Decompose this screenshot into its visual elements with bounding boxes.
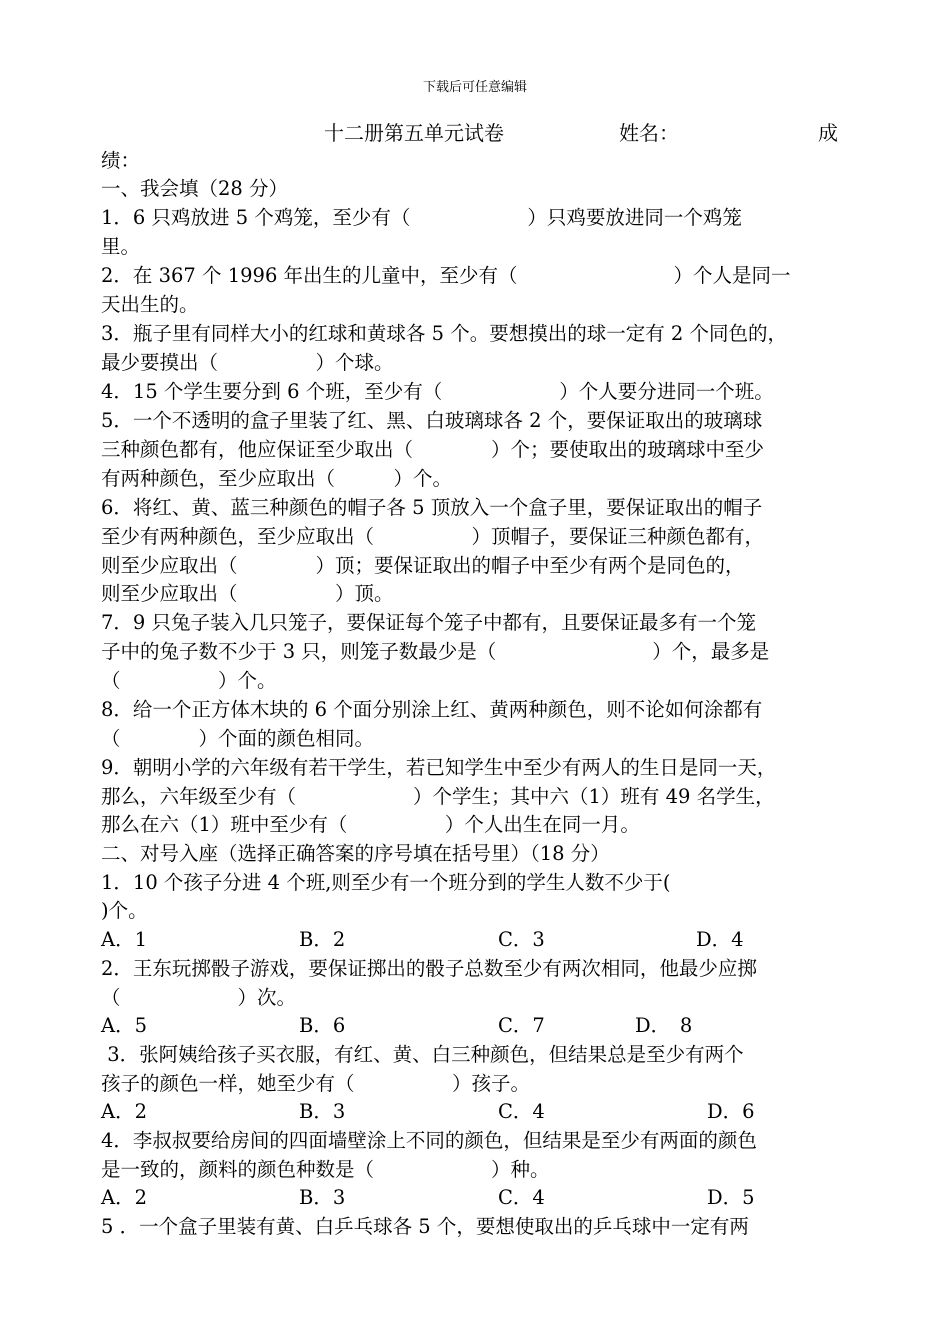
option: B．3 (299, 1186, 346, 1209)
question-line: （ ）次。 (101, 986, 297, 1009)
question-line: 三种颜色都有，他应保证至少取出（ ）个；要使取出的玻璃球中至少 (101, 438, 765, 461)
name-label: 姓名： (619, 121, 679, 145)
question-line: 则至少应取出（ ）顶。 (101, 582, 394, 605)
question-line: 3．瓶子里有同样大小的红球和黄球各 5 个。要想摸出的球一定有 2 个同色的， (101, 322, 788, 345)
option: C．7 (498, 1014, 545, 1037)
option: A．2 (101, 1186, 147, 1209)
question-line: 那么，六年级至少有（ ）个学生；其中六（1）班有 49 名学生， (101, 785, 775, 808)
option: B．2 (299, 928, 346, 951)
question-line: 5．一个不透明的盒子里装了红、黑、白玻璃球各 2 个，要保证取出的玻璃球 (101, 409, 763, 432)
question-line: 2．王东玩掷骰子游戏，要保证掷出的骰子总数至少有两次相同，他最少应掷 (101, 957, 757, 980)
option: D．4 (696, 928, 744, 951)
question-line: 则至少应取出（ ）顶；要保证取出的帽子中至少有两个是同色的， (101, 554, 745, 577)
question-line: 是一致的，颜料的颜色种数是（ ）种。 (101, 1158, 550, 1181)
question-line: 7．9 只兔子装入几只笼子，要保证每个笼子中都有，且要保证最多有一个笼 (101, 611, 757, 634)
header-note: 下载后可任意编辑 (422, 80, 527, 95)
question-line: 2．在 367 个 1996 年出生的儿童中，至少有（ ）个人是同一 (101, 264, 791, 287)
question-line: 4．15 个学生要分到 6 个班，至少有（ ）个人要分进同一个班。 (101, 380, 774, 403)
question-line: 天出生的。 (101, 293, 199, 316)
option: A．5 (101, 1014, 147, 1037)
question-line: 1．10 个孩子分进 4 个班,则至少有一个班分到的学生人数不少于( (101, 871, 671, 894)
question-line: 5 ．一个盒子里装有黄、白乒乓球各 5 个，要想使取出的乒乓球中一定有两 (101, 1215, 749, 1238)
question-line: 有两种颜色，至少应取出（ ）个。 (101, 467, 453, 490)
question-line: 1．6 只鸡放进 5 个鸡笼，至少有（ ）只鸡要放进同一个鸡笼 (101, 206, 742, 229)
section-heading: 一、我会填（28 分） (101, 177, 289, 200)
score-label-part2: 绩： (101, 149, 141, 172)
option: B．6 (299, 1014, 346, 1037)
question-line: 最少要摸出（ ）个球。 (101, 351, 394, 374)
option: D． 8 (635, 1014, 693, 1037)
option: C．4 (498, 1186, 545, 1209)
question-line: 里。 (101, 235, 141, 258)
option: D．6 (707, 1100, 755, 1123)
option: B．3 (299, 1100, 346, 1123)
score-label-part1: 成 (818, 121, 838, 145)
option: D．5 (707, 1186, 755, 1209)
option: C．4 (498, 1100, 545, 1123)
exam-title: 十二册第五单元试卷 (324, 121, 504, 145)
question-line: 9．朝明小学的六年级有若干学生，若已知学生中至少有两人的生日是同一天， (101, 756, 777, 779)
section-heading: 二、对号入座（选择正确答案的序号填在括号里）（18 分） (101, 842, 610, 865)
question-line: 至少有两种颜色，至少应取出（ ）顶帽子，要保证三种颜色都有， (101, 525, 765, 548)
question-line: )个。 (101, 899, 148, 922)
question-line: （ ）个面的颜色相同。 (101, 727, 375, 750)
question-line: 3．张阿姨给孩子买衣服，有红、黄、白三种颜色，但结果总是至少有两个 (101, 1043, 744, 1066)
question-line: 6．将红、黄、蓝三种颜色的帽子各 5 顶放入一个盒子里，要保证取出的帽子 (101, 496, 763, 519)
option: A．2 (101, 1100, 147, 1123)
question-line: 4．李叔叔要给房间的四面墙壁涂上不同的颜色，但结果是至少有两面的颜色 (101, 1129, 757, 1152)
question-line: 子中的兔子数不少于 3 只，则笼子数最少是（ ）个，最多是 (101, 640, 770, 663)
question-line: 那么在六（1）班中至少有（ ）个人出生在同一月。 (101, 813, 640, 836)
question-line: 8．给一个正方体木块的 6 个面分别涂上红、黄两种颜色，则不论如何涂都有 (101, 698, 763, 721)
option: C．3 (498, 928, 545, 951)
option: A．1 (101, 928, 147, 951)
question-line: 孩子的颜色一样，她至少有（ ）孩子。 (101, 1072, 531, 1095)
question-line: （ ）个。 (101, 669, 277, 692)
